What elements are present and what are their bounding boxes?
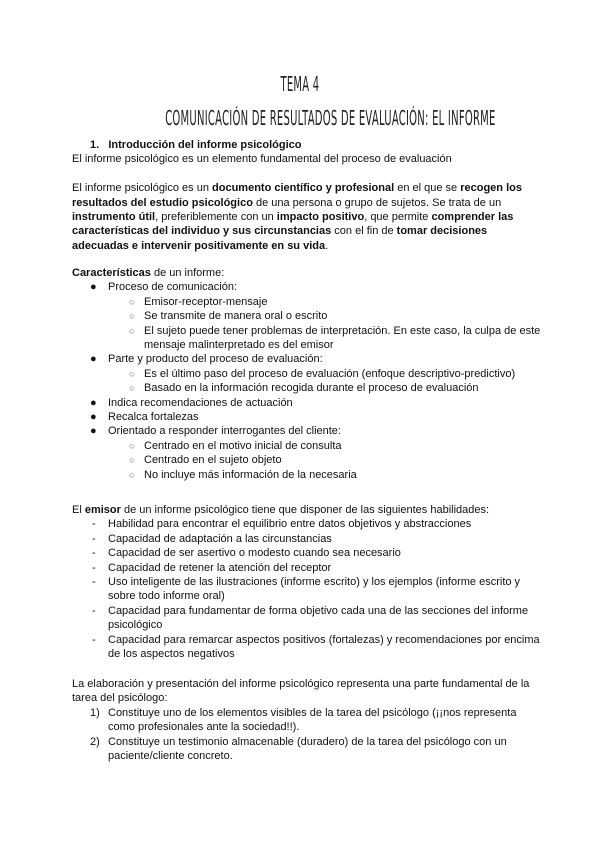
numbered-item <box>72 735 542 764</box>
circle-bullet-icon: ○ <box>129 325 135 336</box>
bold-text: impacto positivo <box>276 211 365 224</box>
circle-bullet-icon: ○ <box>129 440 135 451</box>
bullet-icon: ● <box>90 353 97 366</box>
sub-item-text: Centrado en el sujeto objeto <box>144 454 282 467</box>
dash-icon: - <box>92 576 96 589</box>
sub-list-item <box>72 324 542 353</box>
text-run: , que permite <box>364 211 432 224</box>
skill-item <box>72 517 542 531</box>
elaboracion-section <box>72 677 542 763</box>
bullet-icon: ● <box>90 281 97 294</box>
skill-item <box>72 633 542 662</box>
circle-bullet-icon: ○ <box>129 368 135 379</box>
sub-item-text: Es el último paso del proceso de evaluación (enfoque descriptivo-predictivo) <box>144 367 516 380</box>
sub-item-text: Emisor-receptor-mensaje <box>144 295 268 308</box>
item-text: Constituye uno de los elementos visibles de la tarea del psicólogo (¡¡nos representa como profesionales ante la sociedad!!). <box>108 706 517 734</box>
skill-text: Capacidad para remarcar aspectos positivos (fortalezas) y recomendaciones por encima de los aspectos negativos <box>108 633 540 661</box>
skill-item <box>72 575 542 604</box>
text-run: en el que se <box>394 182 461 195</box>
bullet-icon: ● <box>90 411 97 424</box>
dash-icon: - <box>92 518 96 531</box>
skill-text: Capacidad de ser asertivo o modesto cuando sea necesario <box>108 547 401 560</box>
text-run: de una persona o grupo de sujetos. Se trata de un <box>252 196 502 209</box>
skill-text: Capacidad de retener la atención del receptor <box>108 561 332 574</box>
list-item <box>72 424 542 438</box>
dash-icon: - <box>92 532 96 545</box>
elaboracion-lead: La elaboración y presentación del informe psicológico representa una parte fundamental de la tarea del psicólogo: <box>72 678 530 705</box>
sub-list-item <box>72 295 542 309</box>
text-run: con el fin de <box>331 225 397 238</box>
sub-item-text: Basado en la información recogida durante el proceso de evaluación <box>144 382 479 395</box>
circle-bullet-icon: ○ <box>129 383 135 394</box>
skills-list <box>72 517 542 661</box>
circle-bullet-icon: ○ <box>129 311 135 322</box>
bold-text: documento científico y profesional <box>212 182 395 195</box>
bold-text: recogen los resultados del estudio psicológico <box>72 182 522 209</box>
skill-text: Capacidad de adaptación a las circunstancias <box>108 532 332 545</box>
characteristics-section <box>72 266 542 482</box>
list-item <box>72 280 542 294</box>
emisor-section <box>72 503 542 661</box>
sub-item-text: El sujeto puede tener problemas de interpretación. En este caso, la culpa de este mensaje malinterpretado es del emisor <box>144 324 541 352</box>
item-number: 2) <box>90 735 100 748</box>
skill-item <box>72 546 542 560</box>
circle-bullet-icon: ○ <box>129 469 135 480</box>
sub-list-item <box>72 468 542 482</box>
section-heading: 1. Introducción del informe psicológico <box>90 139 302 151</box>
intro-text: El informe psicológico es un elemento fundamental del proceso de evaluación <box>72 153 452 166</box>
text-run: . <box>325 239 329 252</box>
list-item <box>72 410 542 424</box>
circle-bullet-icon: ○ <box>129 455 135 466</box>
bold-text: tomar decisiones adecuadas e intervenir positivamente en su vida <box>72 225 488 252</box>
sub-list-item <box>72 453 542 467</box>
skill-text: Uso inteligente de las ilustraciones (informe escrito) y los ejemplos (informe escrito y sobre todo informe oral) <box>108 576 521 603</box>
skill-text: Habilidad para encontrar el equilibrio entre datos objetivos y abstracciones <box>108 518 472 531</box>
skill-text: Capacidad para fundamentar de forma objetivo cada una de las secciones del informe psicológico <box>108 604 529 632</box>
item-text: Constituye un testimonio almacenable (duradero) de la tarea del psicólogo con un paciente/cliente concreto. <box>108 735 507 763</box>
item-number: 1) <box>90 706 100 719</box>
skill-item <box>72 561 542 575</box>
list-item-text: Indica recomendaciones de actuación <box>108 396 293 409</box>
characteristics-lead: Características de un informe: <box>72 267 225 279</box>
bullet-icon: ● <box>90 425 97 438</box>
document-title: TEMA 4 <box>280 72 320 96</box>
section-1 <box>72 138 542 253</box>
list-item <box>72 352 542 366</box>
sub-item-text: Se transmite de manera oral o escrito <box>144 310 328 323</box>
definition-paragraph <box>72 181 542 253</box>
dash-icon: - <box>92 547 96 560</box>
sub-list-item <box>72 367 542 381</box>
numbered-list <box>72 706 542 764</box>
numbered-item <box>72 706 542 735</box>
bold-text: comprender las características del individuo y sus circunstancias <box>72 211 514 238</box>
sub-list-item <box>72 439 542 453</box>
dash-icon: - <box>92 604 96 617</box>
sub-item-text: Centrado en el motivo inicial de consulta <box>144 439 342 452</box>
text-run: El informe psicológico es un <box>72 182 213 195</box>
characteristics-list <box>72 280 542 482</box>
document-subtitle: COMUNICACIÓN DE RESULTADOS DE EVALUACIÓN: EL INFORME <box>165 106 496 130</box>
bullet-icon: ● <box>90 396 97 409</box>
skill-item <box>72 532 542 546</box>
sub-list-item <box>72 381 542 395</box>
dash-icon: - <box>92 633 96 646</box>
list-item-text: Parte y producto del proceso de evaluación: <box>108 353 323 366</box>
dash-icon: - <box>92 561 96 574</box>
text-run: , preferiblemente con un <box>155 211 277 224</box>
sub-list-item <box>72 309 542 323</box>
bold-text: instrumento útil <box>72 211 156 224</box>
list-item-text: Recalca fortalezas <box>108 411 199 424</box>
circle-bullet-icon: ○ <box>129 296 135 307</box>
list-item-text: Orientado a responder interrogantes del cliente: <box>108 425 341 438</box>
emisor-lead: El emisor de un informe psicológico tiene que disponer de las siguientes habilidades: <box>72 504 490 516</box>
list-item <box>72 396 542 410</box>
list-item-text: Proceso de comunicación: <box>108 281 238 294</box>
sub-item-text: No incluye más información de la necesaria <box>144 468 357 481</box>
skill-item <box>72 604 542 633</box>
